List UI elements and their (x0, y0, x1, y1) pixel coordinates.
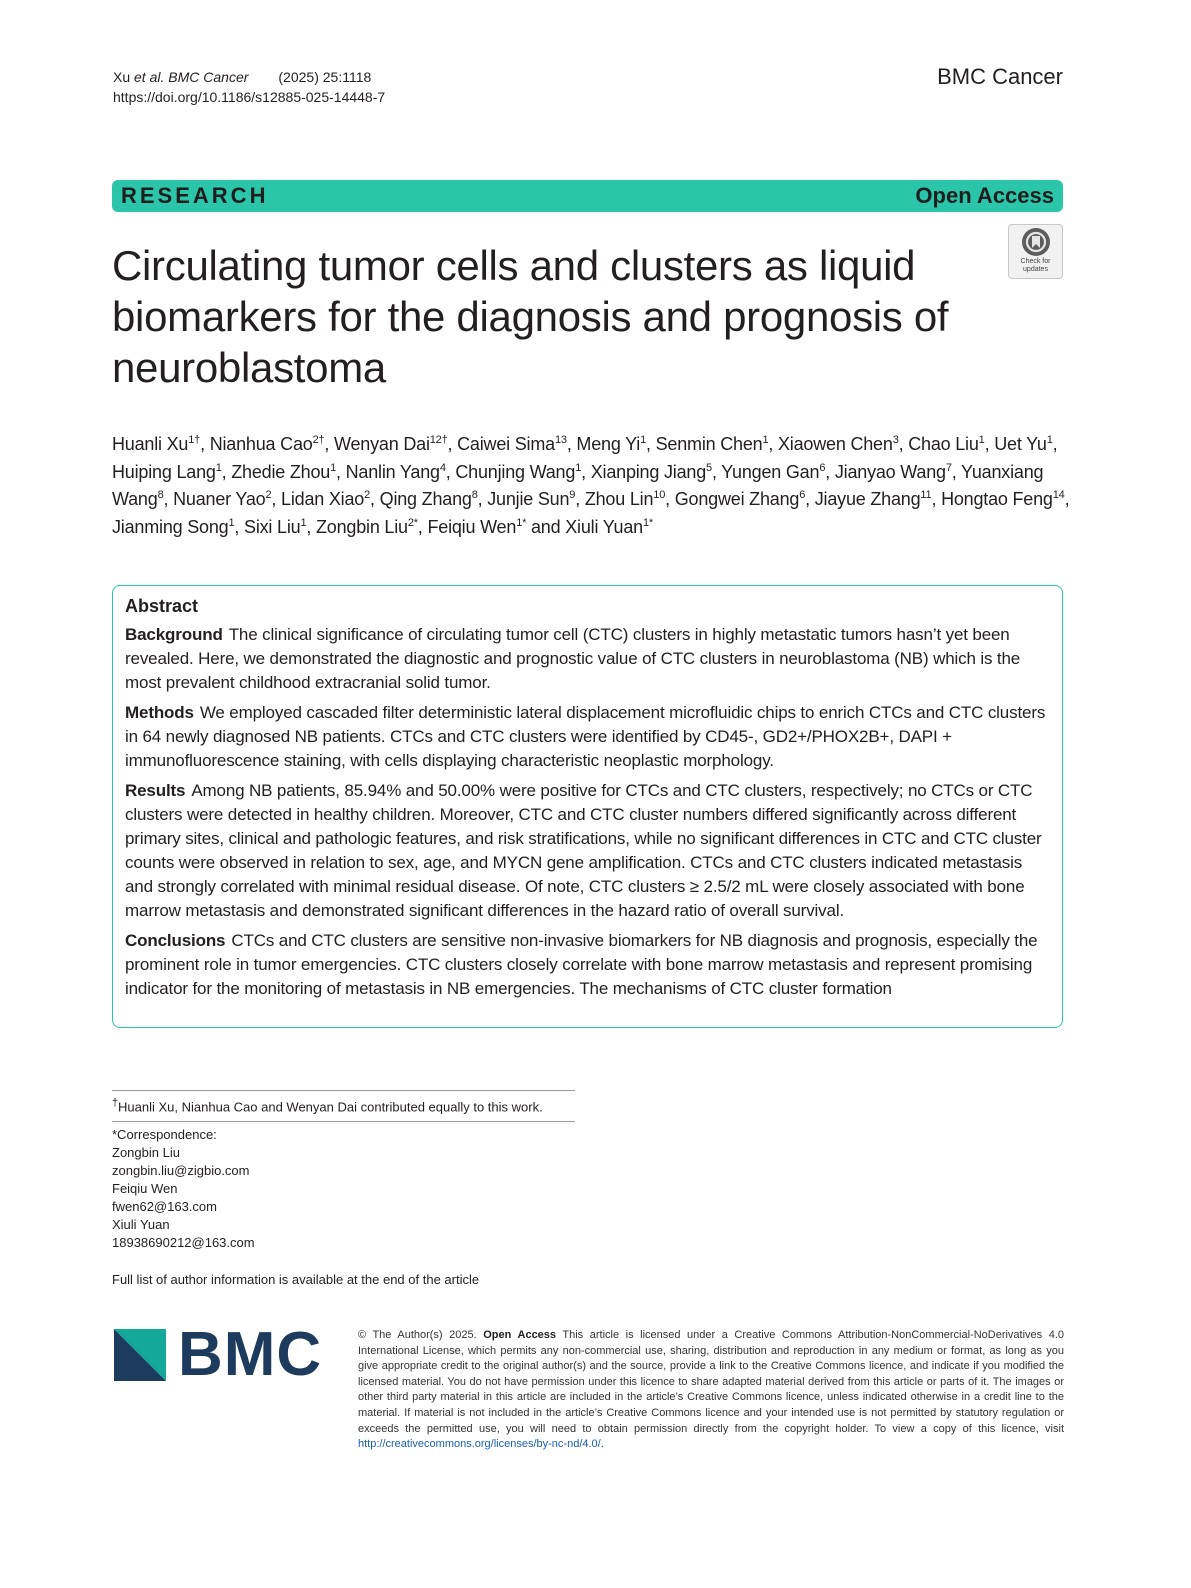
contact-email[interactable]: zongbin.liu@zigbio.com (112, 1163, 250, 1179)
author-affiliation-mark: 5 (706, 461, 712, 474)
abstract-background: Background The clinical significance of circulating tumor cell (CTC) clusters in highly metastatic tumors hasn’t yet been revealed. Here, we demonstrated the diagnostic and prognostic value of CTC clusters in neuroblastoma (NB) which is the most prevalent childhood extracranial solid tumor. (125, 625, 1021, 692)
author-affiliation-mark: 2* (407, 516, 418, 529)
author-affiliation-mark: 2 (265, 489, 272, 501)
author-affiliation-mark: 1 (215, 461, 222, 474)
author-affiliation-mark: 7 (945, 461, 952, 474)
journal-name: BMC Cancer (937, 64, 1063, 89)
doi-link[interactable]: https://doi.org/10.1186/s12885-025-14448-7 (113, 89, 386, 105)
footnotes (112, 1090, 575, 1252)
author-affiliation-mark: 1 (1046, 434, 1053, 446)
author-name: Jiayue Zhang$^{11}$ (814, 489, 932, 509)
author-affiliation-mark: 12† (429, 434, 448, 446)
author-affiliation-mark: 1 (575, 461, 582, 474)
author-affiliation-mark: 1† (188, 434, 201, 446)
author-affiliation-mark: 14 (1052, 489, 1065, 501)
author-info-note: Full list of author information is available at the end of the article (112, 1272, 480, 1287)
correspondence-block: *Correspondence: Zongbin Liu zongbin.liu@zigbio.com Feiqiu Wen fwen62@163.com Xiuli Yuan 18938690212@163.com (112, 1122, 575, 1252)
author-name: Yungen Gan$^6$ (721, 461, 826, 482)
author-name: Xiaowen Chen$^3$ (778, 434, 899, 454)
citation-journal: Xu et al. BMC Cancer (113, 69, 249, 85)
open-access-label: Open Access (915, 183, 1054, 208)
author-name: Nanlin Yang$^4$ (345, 461, 446, 482)
author-name: Jianyao Wang$^7$ (834, 461, 952, 482)
author-name: Huiping Lang$^1$ (112, 461, 222, 482)
license-link[interactable]: http://creativecommons.org/licenses/by-nc-nd/4.0/ (358, 1438, 601, 1451)
article-type-band (112, 180, 1063, 212)
contact-line: Feiqiu Wen (112, 1181, 178, 1197)
author-name: Wenyan Dai$^{12\dagger}$ (334, 434, 448, 454)
contact-line: Xiuli Yuan (112, 1217, 170, 1233)
author-name: Jianming Song$^1$ (112, 516, 235, 537)
author-affiliation-mark: 3 (892, 434, 899, 446)
author-affiliation-mark: 4 (439, 461, 446, 474)
author-name: Nianhua Cao$^{2\dagger}$ (209, 434, 325, 454)
author-affiliation-mark: 1 (228, 516, 235, 529)
crossmark-icon (1022, 228, 1050, 256)
article-category: RESEARCH (121, 183, 269, 208)
author-affiliation-mark: 1 (978, 434, 985, 446)
contact-email[interactable]: fwen62@163.com (112, 1199, 217, 1215)
author-affiliation-mark: 13 (554, 434, 567, 446)
author-name: Feiqiu Wen$^{1*}$ (427, 516, 527, 537)
author-name: Sixi Liu$^1$ (244, 516, 307, 537)
author-name: Xiuli Yuan$^{1*}$ (565, 516, 653, 537)
abstract-methods: Methods We employed cascaded filter deterministic lateral displacement microfluidic chips to enrich CTCs and CTC clusters in 64 newly diagnosed NB patients. CTCs and CTC clusters were identified by CD45-, GD2+/PHOX2B+, DAPI + immunofluorescence staining, with cells displaying characteristic neoplastic morphology. (125, 703, 1046, 770)
author-affiliation-mark: 10 (653, 489, 666, 501)
author-name: Zhedie Zhou$^1$ (231, 461, 337, 482)
citation-year-volume: (2025) 25:1118 (278, 69, 372, 85)
author-affiliation-mark: 6 (819, 461, 826, 474)
author-name: Senmin Chen$^1$ (655, 434, 769, 454)
author-affiliation-mark: 1 (300, 516, 307, 529)
author-affiliation-mark: 1 (330, 461, 337, 474)
equal-contribution-note: †Huanli Xu, Nianhua Cao and Wenyan Dai contributed equally to this work. (112, 1097, 543, 1115)
author-affiliation-mark: 1* (516, 516, 527, 529)
check-for-updates-button[interactable] (1008, 224, 1063, 279)
author-name: Gongwei Zhang$^6$ (674, 489, 806, 509)
author-name: Chunjing Wang$^1$ (455, 461, 582, 482)
author-affiliation-mark: 8 (471, 489, 478, 501)
author-name: Zongbin Liu$^{2*}$ (315, 516, 418, 537)
author-name: Hongtao Feng$^{14}$ (941, 489, 1065, 509)
author-name: Uet Yu$^1$ (994, 434, 1053, 454)
license-statement: © The Author(s) 2025. Open Access This article is licensed under a Creative Commons Attribution-NonCommercial-NoDerivatives 4.0 International License, which permits any non-commercial use, sharing, distribution and reproduction in any medium or format, as long as you give appropriate credit to the original author(s) and the source, provide a link to the Creative Commons licence, and indicate if you modified the licensed material. You do not have permission under this licence to share adapted material derived from this article or parts of it. The images or other third party material in this article are included in the article’s Creative Commons licence, unless indicated otherwise in a credit line to the material. If material is not included in the article’s Creative Commons licence and your intended use is not permitted by statutory regulation or exceeds the permitted use, you will need to obtain permission directly from the copyright holder. To view a copy of this licence, visit http://creativecommons.org/licenses/by-nc-nd/4.0/. (358, 1329, 1065, 1451)
bmc-logo-mark-icon (114, 1329, 166, 1381)
citation-block (113, 67, 385, 107)
author-affiliation-mark: 1 (762, 434, 769, 446)
contact-line: Zongbin Liu (112, 1145, 180, 1161)
author-affiliation-mark: 1 (640, 434, 646, 446)
author-affiliation-mark: 6 (799, 489, 806, 501)
author-name: Lidan Xiao$^2$ (281, 489, 371, 509)
author-name: Xianping Jiang$^5$ (590, 461, 712, 482)
author-name: Huanli $Xu^{1\dagger}$ (112, 434, 201, 454)
author-affiliation-mark: 2 (364, 489, 371, 501)
author-name: Caiwei Sima$^{13}$ (457, 434, 567, 454)
author-name: Chao Liu$^1$ (908, 434, 985, 454)
author-name: Qing Zhang$^8$ (379, 489, 478, 509)
author-affiliation-mark: 1* (642, 516, 653, 529)
author-affiliation-mark: 2† (312, 434, 325, 446)
author-affiliation-mark: 8 (157, 489, 164, 501)
bmc-logo-text: BMC (178, 1320, 323, 1389)
author-name: Zhou Lin$^{10}$ (584, 489, 666, 509)
abstract-box (112, 585, 1063, 1028)
author-name: Yuanxiang Wang$^8$ (112, 461, 1044, 509)
author-list: Huanli $Xu^{1\dagger}$, Nianhua Cao$^{2\dagger}$, Wenyan Dai$^{12\dagger}$, Caiwei Sima$^{13}$, Meng Yi$^1$, Senmin Chen$^1$, Xiaowen Chen$^3$, Chao Liu$^1$, Uet Yu$^1$, Huiping Lang$^1$, Zhedie Zhou$^1$, Nanlin Yang$^4$, Chunjing Wang$^1$, Xianping Jiang$^5$, Yungen Gan$^6$, Jianyao Wang$^7$, Yuanxiang Wang$^8$, Nuaner Yao$^2$, Lidan Xiao$^2$, Qing Zhang$^8$, Junjie Sun$^9$, Zhou Lin$^{10}$, Gongwei Zhang$^6$, Jiayue Zhang$^{11}$, Hongtao Feng$^{14}$, Jianming Song$^1$, Sixi Liu$^1$, Zongbin Liu$^{2*}$, Feiqiu Wen$^{1*}$ and Xiuli Yuan$^{1*}$ (112, 434, 1070, 537)
abstract-heading: Abstract (125, 596, 199, 616)
author-name: Meng Yi$^1$ (576, 434, 646, 454)
abstract-results: Results Among NB patients, 85.94% and 50.00% were positive for CTCs and CTC clusters, respectively; no CTCs or CTC clusters were detected in healthy children. Moreover, CTC and CTC cluster numbers differed significantly across different primary sites, clinical and pathologic features, and risk stratifications, while no significant differences in CTC and CTC cluster counts were observed in relation to sex, age, and MYCN gene amplification. CTCs and CTC clusters indicated metastasis and strongly correlated with minimal residual disease. Of note, CTC clusters ≥ 2.5/2 mL were closely associated with bone marrow metastasis and demonstrated significant differences in the hazard ratio of overall survival. (125, 781, 1042, 920)
author-name: Junjie Sun$^9$ (487, 489, 576, 509)
author-affiliation-mark: 11 (920, 489, 932, 501)
abstract-conclusions: Conclusions CTCs and CTC clusters are sensitive non-invasive biomarkers for NB diagnosis and prognosis, especially the prominent role in tumor emergencies. CTC clusters closely correlate with bone marrow metastasis and represent promising indicator for the monitoring of metastasis in NB emergencies. The mechanisms of CTC cluster formation (125, 931, 1038, 998)
contact-email[interactable]: 18938690212@163.com (112, 1235, 255, 1251)
check-updates-label: Check for updates (1020, 258, 1051, 273)
author-name: Nuaner Yao$^2$ (173, 489, 272, 509)
author-affiliation-mark: 9 (569, 489, 576, 501)
article-title: Circulating tumor cells and clusters as liquid biomarkers for the diagnosis and prognosis of neuroblastoma (112, 242, 949, 391)
bmc-logo (114, 1320, 326, 1389)
